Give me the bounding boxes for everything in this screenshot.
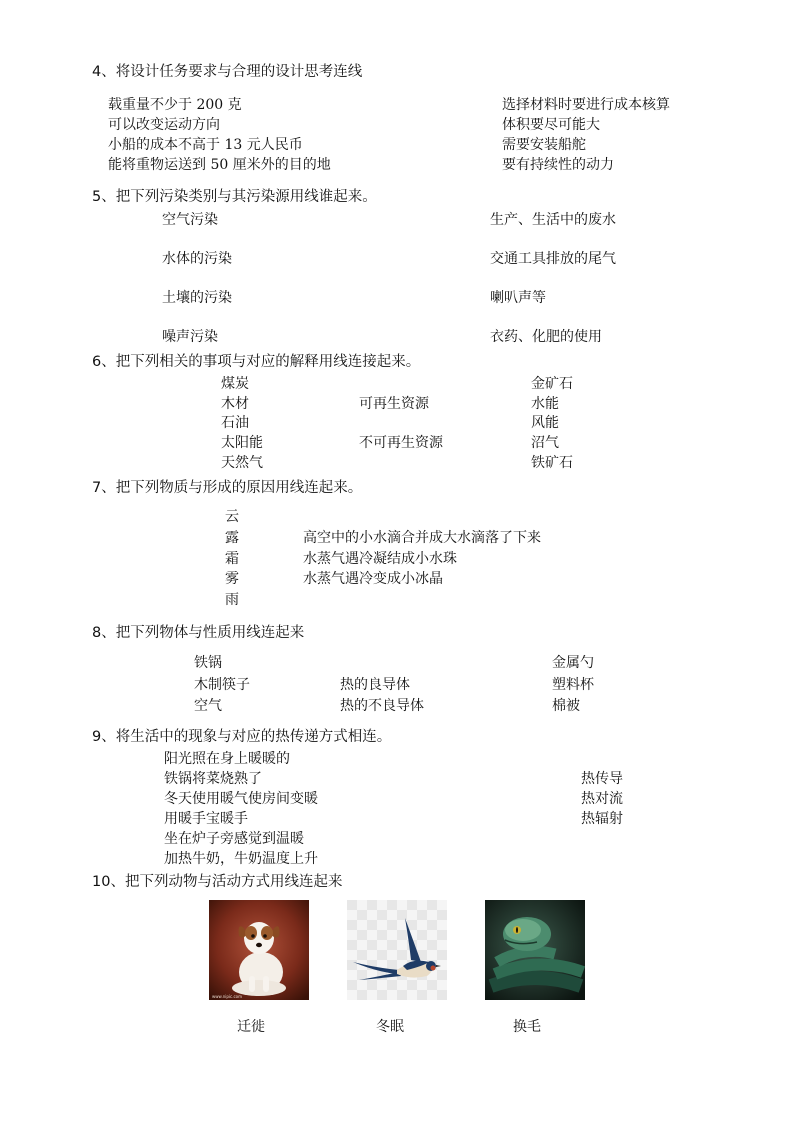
q10-caption-2: 冬眠 <box>376 1019 404 1035</box>
q6-title: 6、把下列相关的事项与对应的解释用线连接起来。 <box>92 354 421 370</box>
q6-right-3: 风能 <box>531 415 559 431</box>
q6-left-5: 天然气 <box>221 455 263 471</box>
q6-left-4: 太阳能 <box>221 435 263 451</box>
q6-right-1: 金矿石 <box>531 376 573 392</box>
q9-left-1: 阳光照在身上暖暖的 <box>164 751 290 767</box>
q4-right-4: 要有持续性的动力 <box>502 157 614 173</box>
q8-left-3: 空气 <box>194 698 222 714</box>
q6-right-2: 水能 <box>531 396 559 412</box>
q7-right-1: 高空中的小水滴合并成大水滴落了下来 <box>303 530 541 546</box>
q6-middle-1: 可再生资源 <box>359 396 429 412</box>
q10-title: 10、把下列动物与活动方式用线连起来 <box>92 874 343 890</box>
q5-left-1: 空气污染 <box>162 212 218 228</box>
q7-title: 7、把下列物质与形成的原因用线连起来。 <box>92 480 363 496</box>
q7-right-2: 水蒸气遇冷凝结成小水珠 <box>303 551 457 567</box>
q4-left-1: 载重量不少于 200 克 <box>108 97 242 113</box>
q7-left-1: 云 <box>225 509 239 525</box>
q8-left-2: 木制筷子 <box>194 677 250 693</box>
q6-right-5: 铁矿石 <box>531 455 573 471</box>
q7-left-5: 雨 <box>225 592 239 608</box>
q8-left-1: 铁锅 <box>194 655 222 671</box>
q7-left-2: 露 <box>225 530 239 546</box>
q7-left-3: 霜 <box>225 551 239 567</box>
q8-right-3: 棉被 <box>552 698 580 714</box>
q5-title: 5、把下列污染类别与其污染源用线谁起来。 <box>92 189 377 205</box>
q6-middle-2: 不可再生资源 <box>359 435 443 451</box>
q4-left-2: 可以改变运动方向 <box>108 117 220 133</box>
q5-left-4: 噪声污染 <box>162 329 218 345</box>
q8-right-2: 塑料杯 <box>552 677 594 693</box>
q8-right-1: 金属勺 <box>552 655 594 671</box>
q6-right-4: 沼气 <box>531 435 559 451</box>
q5-right-4: 衣药、化肥的使用 <box>490 329 602 345</box>
q4-title: 4、将设计任务要求与合理的设计思考连线 <box>92 64 363 80</box>
q5-left-3: 土壤的污染 <box>162 290 232 306</box>
q8-middle-2: 热的不良导体 <box>340 698 424 714</box>
q4-left-4: 能将重物运送到 50 厘米外的目的地 <box>108 157 331 173</box>
q9-right-3: 热辐射 <box>581 811 623 827</box>
q4-right-2: 体积要尽可能大 <box>502 117 600 133</box>
q6-left-3: 石油 <box>221 415 249 431</box>
q7-left-4: 雾 <box>225 571 239 587</box>
q9-left-2: 铁锅将菜烧熟了 <box>164 771 262 787</box>
q4-right-3: 需要安装船舵 <box>502 137 586 153</box>
q4-right-1: 选择材料时要进行成本核算 <box>502 97 670 113</box>
q9-right-2: 热对流 <box>581 791 623 807</box>
q9-left-6: 加热牛奶，牛奶温度上升 <box>164 851 318 867</box>
q5-right-2: 交通工具排放的尾气 <box>490 251 616 267</box>
q5-right-3: 喇叭声等 <box>490 290 546 306</box>
q9-title: 9、将生活中的现象与对应的热传递方式相连。 <box>92 729 392 745</box>
q8-middle-1: 热的良导体 <box>340 677 410 693</box>
q9-left-4: 用暖手宝暖手 <box>164 811 248 827</box>
q9-right-1: 热传导 <box>581 771 623 787</box>
q6-left-2: 木材 <box>221 396 249 412</box>
q9-left-5: 坐在炉子旁感觉到温暖 <box>164 831 304 847</box>
q5-right-1: 生产、生活中的废水 <box>490 212 616 228</box>
q9-left-3: 冬天使用暖气使房间变暖 <box>164 791 318 807</box>
q10-caption-1: 迁徙 <box>237 1019 265 1035</box>
swallow-photo-icon <box>347 900 447 1000</box>
q10-watermark: www.nipic.com <box>212 994 243 999</box>
dog-photo-icon <box>209 900 309 1000</box>
q5-left-2: 水体的污染 <box>162 251 232 267</box>
q10-caption-3: 换毛 <box>513 1019 541 1035</box>
q4-left-3: 小船的成本不高于 13 元人民币 <box>108 137 303 153</box>
q6-left-1: 煤炭 <box>221 376 249 392</box>
snake-photo-icon <box>485 900 585 1000</box>
q7-right-3: 水蒸气遇冷变成小冰晶 <box>303 571 443 587</box>
q8-title: 8、把下列物体与性质用线连起来 <box>92 625 305 641</box>
